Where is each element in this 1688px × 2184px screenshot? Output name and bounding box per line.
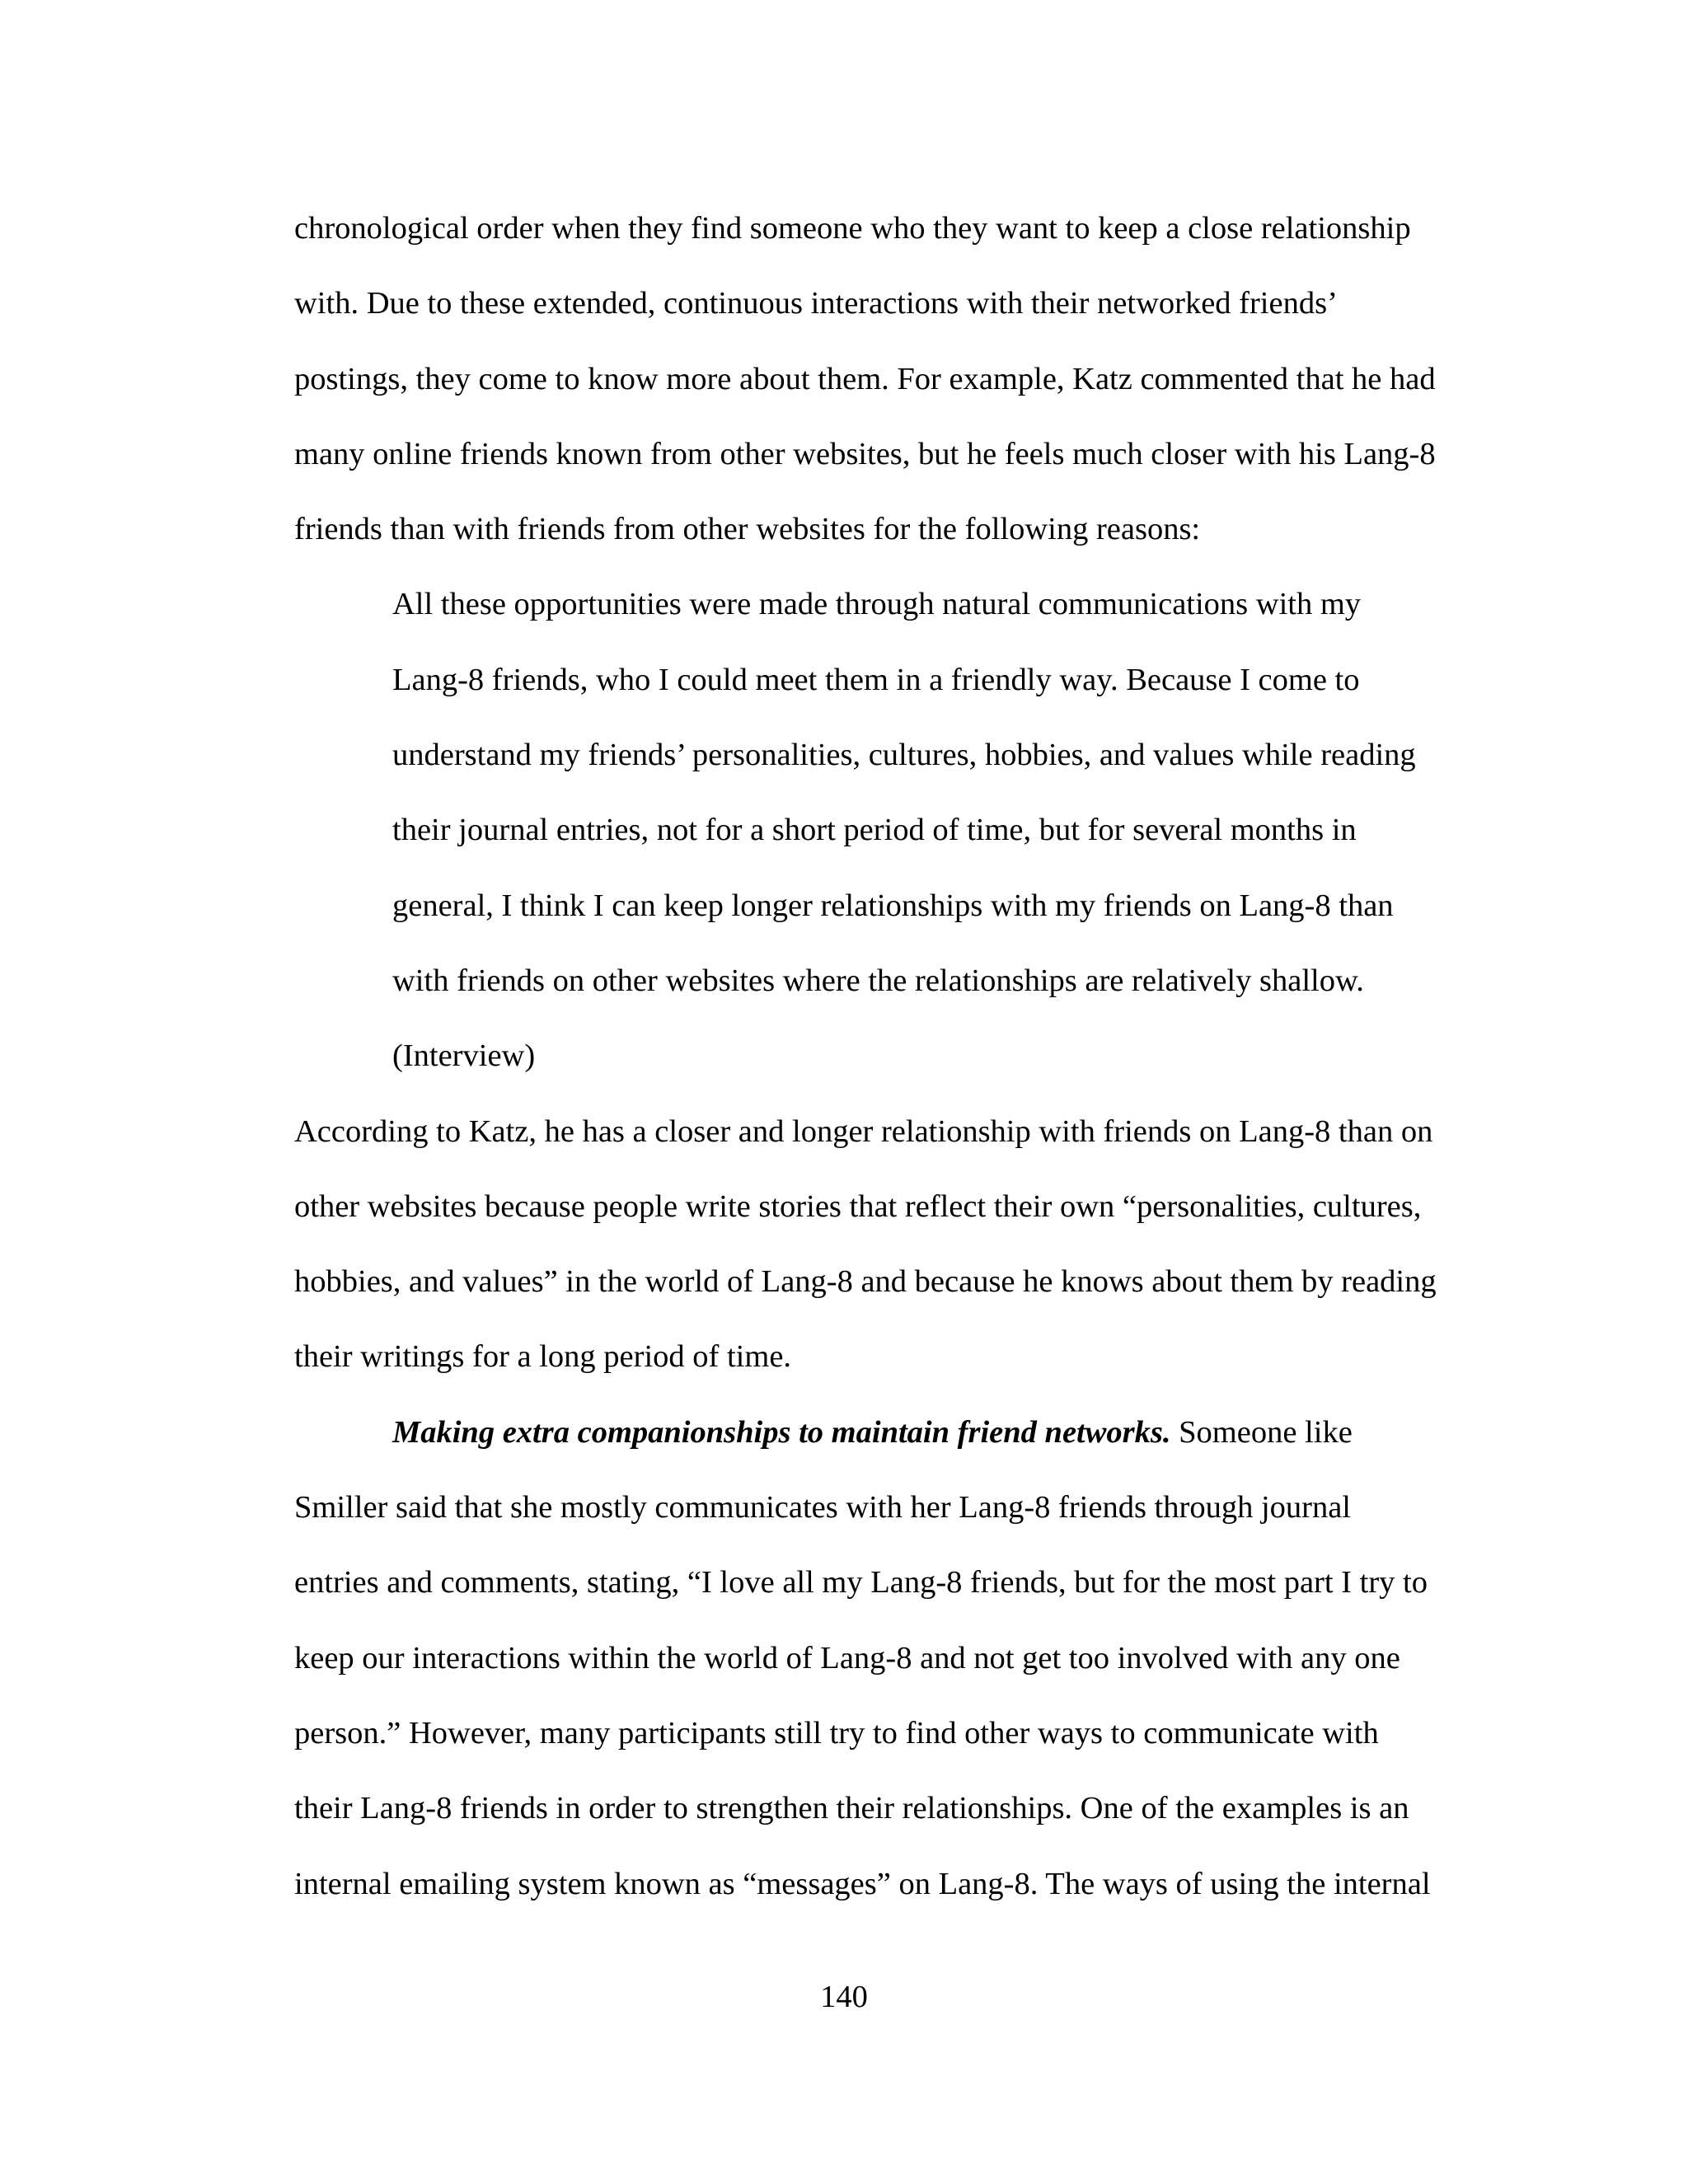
- block-quote-line: Lang-8 friends, who I could meet them in a friendly way. Because I come to: [392, 662, 1360, 697]
- section-heading: Making extra companionships to maintain friend networks.: [392, 1414, 1171, 1450]
- page-number: 140: [820, 1980, 868, 2014]
- text-line: person.” However, many participants still try to find other ways to communicate with: [294, 1715, 1379, 1750]
- text-line: keep our interactions within the world of Lang-8 and not get too involved with any one: [294, 1640, 1400, 1675]
- text-line: with. Due to these extended, continuous interactions with their networked friends’: [294, 286, 1338, 321]
- block-quote-line: general, I think I can keep longer relationships with my friends on Lang-8 than: [392, 888, 1394, 923]
- block-quote-citation: (Interview): [392, 1038, 536, 1074]
- text-line: chronological order when they find someone who they want to keep a close relationship: [294, 211, 1411, 246]
- block-quote-line: with friends on other websites where the relationships are relatively shallow.: [392, 963, 1364, 998]
- text-line: their Lang-8 friends in order to strengthen their relationships. One of the examples is an: [294, 1791, 1409, 1826]
- block-quote-line: their journal entries, not for a short period of time, but for several months in: [392, 813, 1357, 848]
- text-line: friends than with friends from other websites for the following reasons:: [294, 512, 1201, 547]
- block-quote-line: understand my friends’ personalities, cultures, hobbies, and values while reading: [392, 738, 1416, 773]
- text-line: Smiller said that she mostly communicates with her Lang-8 friends through journal: [294, 1490, 1352, 1526]
- text-line: hobbies, and values” in the world of Lang-8 and because he knows about them by reading: [294, 1264, 1437, 1300]
- text-line: other websites because people write stories that reflect their own “personalities, cultures,: [294, 1188, 1422, 1224]
- text-line: their writings for a long period of time.: [294, 1339, 792, 1375]
- text-line: According to Katz, he has a closer and longer relationship with friends on Lang-8 than on: [294, 1113, 1433, 1149]
- block-quote-line: All these opportunities were made through natural communications with my: [392, 587, 1362, 622]
- section-heading-continuation: Someone like: [1170, 1414, 1353, 1450]
- text-line: many online friends known from other websites, but he feels much closer with his Lang-8: [294, 436, 1436, 471]
- section-heading-line: [294, 1395, 1481, 1470]
- text-line: entries and comments, stating, “I love all my Lang-8 friends, but for the most part I try to: [294, 1565, 1428, 1601]
- body-text: [294, 191, 1481, 1922]
- text-line: internal emailing system known as “messages” on Lang-8. The ways of using the internal: [294, 1866, 1431, 1901]
- text-line: postings, they come to know more about them. For example, Katz commented that he had: [294, 361, 1436, 396]
